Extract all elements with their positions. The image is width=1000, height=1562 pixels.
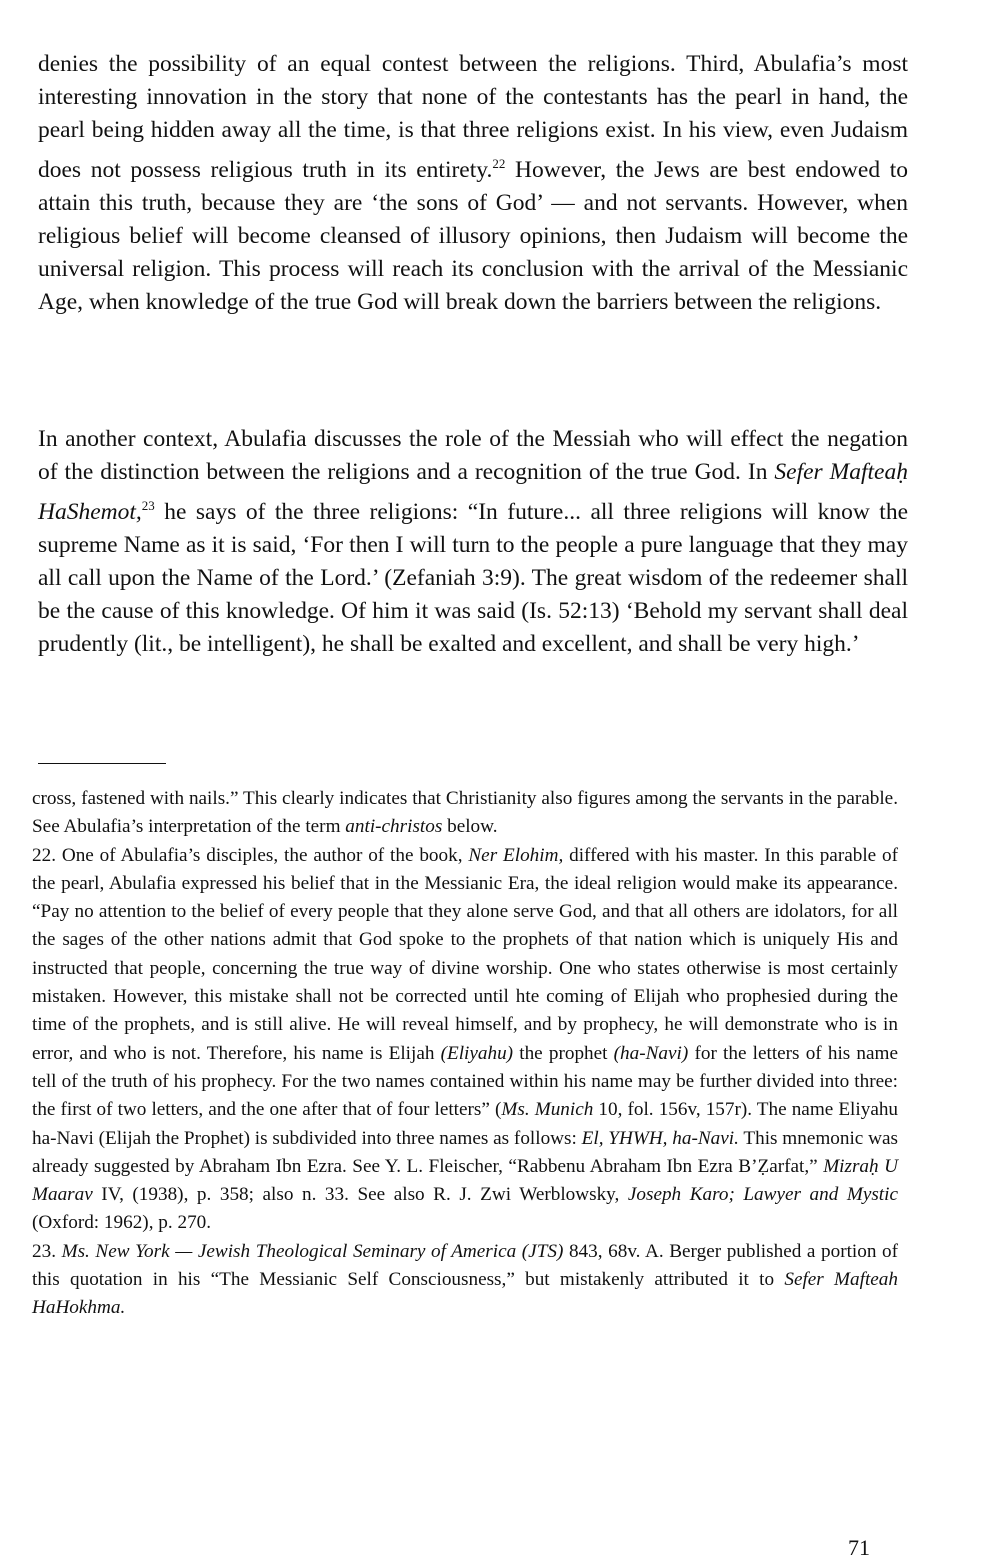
para1-rest: However, the Jews are best endowed to attain this truth, because they are ‘the sons of God’ — and not servants. However, when religious belief will become cleansed of illusory opinions, then Judaism will become the universal religion. This process will reach its conclusion with the arrival of the Messianic Age, when knowledge of the true God will break down the barriers between the religions. [38,156,908,315]
fn0-text-a: cross, fastened with nails.” This clearly indicates that Christianity also figures among the servants in the parable. See Abulafia’s interpretation of the term [32,788,898,838]
fn23-i1: Ms. New York — Jewish Theological Seminary of America (JTS) [61,1240,564,1262]
fn22-i5: El, YHWH, ha-Navi. [581,1127,739,1149]
footnote-23 [32,1238,898,1323]
fn22-i3: (ha-Navi) [613,1042,689,1064]
footnote-ref-23: 23 [141,498,155,513]
fn22-a: 22. One of Abulafia’s disciples, the author of the book, [32,844,469,866]
footnote-22 [32,842,898,1238]
para2-text-a: In another context, Abulafia discusses the role of the Messiah who will effect the negation of the distinction between the religions and a recognition of the true God. In [38,426,908,485]
body-paragraph-2 [38,423,908,661]
fn22-e: 10, fol. 156v, 157r). The name Eliyahu ha-Navi (Elijah the Prophet) is subdivided into three names as follows: [32,1099,899,1149]
fn22-i1: Ner Elohim, [468,844,564,866]
fn23-i2: Sefer Mafteah HaHokhma. [32,1269,898,1319]
fn0-text-b: below. [442,816,498,838]
fn23-b: 843, 68v. A. Berger published a portion of this quotation in his “The Messianic Self Consciousness,” but mistakenly attributed it to [32,1240,899,1291]
para2-text-b: he says of the three religions: “In future... all three religions will know the supreme Name as it is said, ‘For then I will turn to the people a pure language that they may all call upon the Name of the Lord.’ (Zefaniah 3:9). The great wisdom of the redeemer shall be the cause of this knowledge. Of him it was said (Is. 52:13) ‘Behold my servant shall deal prudently (lit., be intelligent), he shall be exalted and excellent, and shall be very high.’ [38,498,908,657]
page-number: 71 [848,1535,870,1560]
fn22-d: for the letters of his name tell of the truth of his prophecy. For the two names contained within his name may be further divided into three: the first of two letters, and the one after that of four letters” ( [32,1042,898,1121]
fn22-i7: Joseph Karo; Lawyer and Mystic [627,1184,898,1206]
book-title-sefer-mafteah-hashemot: Sefer Mafteaḥ HaShemot, [38,459,908,525]
fn22-i2: (Eliyahu) [440,1042,514,1064]
footnote-ref-22: 22 [492,156,506,171]
footnote-continued [32,785,898,842]
para1-text: denies the possibility of an equal contest between the religions. Third, Abulafia’s most interesting innovation in the story that none of the contestants has the pearl in hand, the pearl being hidden away all the time, is that three religions exist. In his view, even Judaism does not possess religious truth in its entirety. [38,51,908,183]
body-paragraph-1 [38,48,908,319]
fn22-b: differed with his master. In this parable of the pearl, Abulafia expressed his belief that in the Messianic Era, the ideal religion would make its appearance. “Pay no attention to the belief of every people that they alone serve God, and that all others are idolators, for all the sages of the other nations admit that God spoke to the prophets of that nation which is uniquely His and instructed that people, concerning the true way of divine worship. One who states otherwise is most certainly mistaken. However, this mistake shall not be corrected until hte coming of Elijah who prophesied during the time of the prophets, and is still alive. He will reveal himself, and by prophecy, he will demonstrate who is in error, and who is not. Therefore, his name is Elijah [32,844,899,1064]
footnote-separator [38,763,166,764]
fn0-italic: anti-christos [345,816,443,838]
fn22-i6: Mizraḥ U Maarav [32,1155,899,1206]
fn22-i4: Ms. Munich [501,1099,594,1121]
footnotes [32,785,898,1323]
fn23-a: 23. [32,1240,62,1262]
fn22-c: the prophet [513,1042,614,1064]
fn22-f: This mnemonic was already suggested by Abraham Ibn Ezra. See Y. L. Fleischer, “Rabbenu Abraham Ibn Ezra B’Ẓarfat,” [32,1127,898,1177]
fn22-h: (Oxford: 1962), p. 270. [32,1212,212,1234]
fn22-g: IV, (1938), p. 358; also n. 33. See also R. J. Zwi Werblowsky, [92,1184,628,1206]
